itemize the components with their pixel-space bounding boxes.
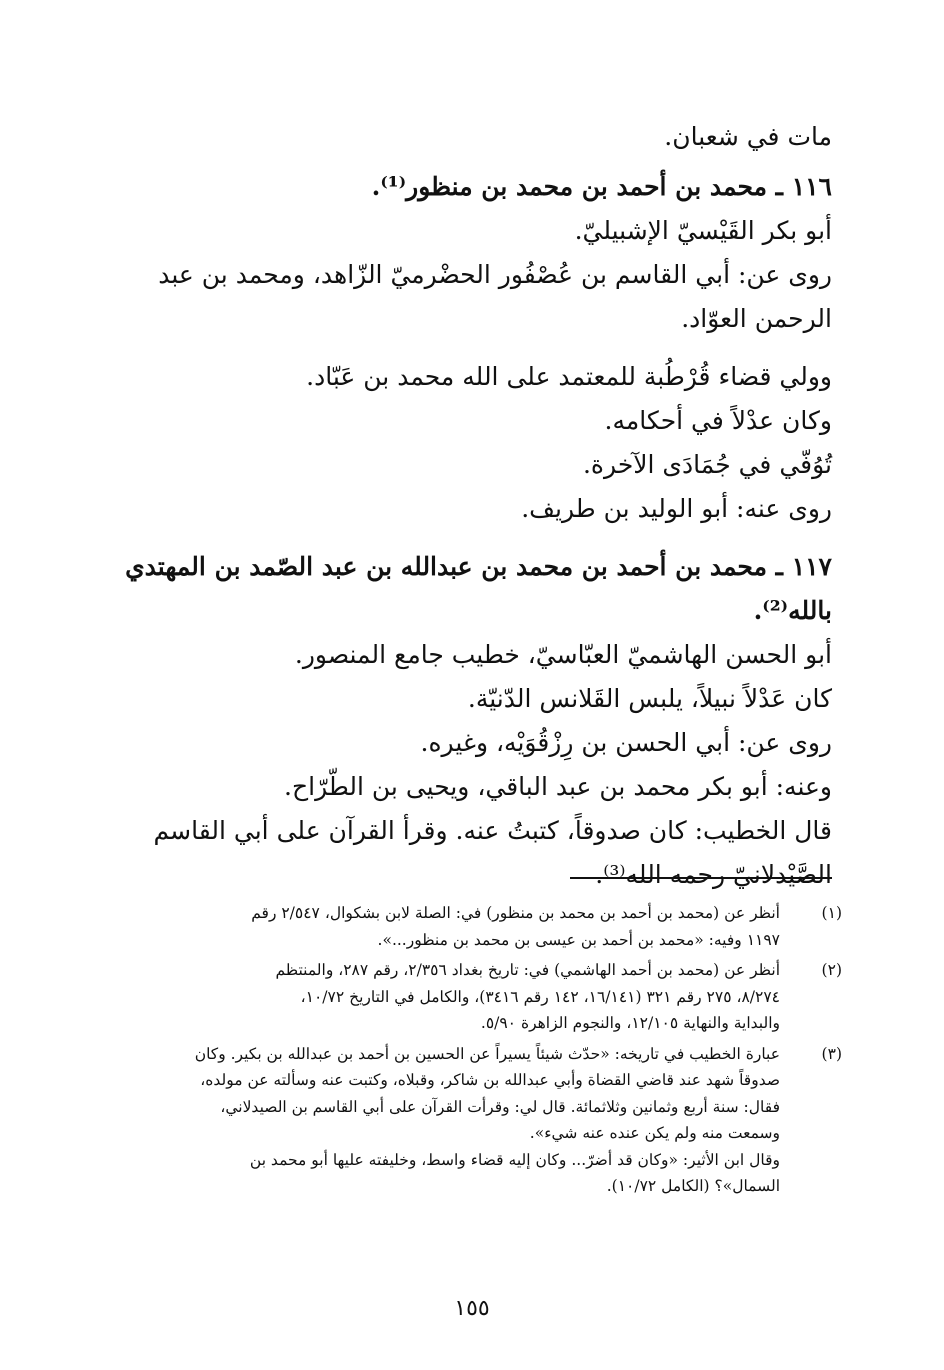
entry-116-heading: ١١٦ ـ محمد بن أحمد بن محمد بن منظور⁽¹⁾. xyxy=(371,172,832,201)
entry-116-line: تُوُفّي في جُمَادَى الآخرة. xyxy=(582,450,832,479)
entry-117-line: قال الخطيب: كان صدوقاً، كتبتُ عنه. وقرأ القرآن على أبي القاسم xyxy=(153,816,832,845)
footnote-separator xyxy=(570,877,832,879)
footnote-line: وقال ابن الأثير: «وكان قد أضرّ... وكان إليه قضاء واسط، وخليفته عليها أبو محمد بن xyxy=(249,1150,780,1169)
footnotes xyxy=(102,900,842,1200)
entry-117-line: كان عَدْلاً نبيلاً، يلبس القَلانس الدّنيّة. xyxy=(467,684,832,713)
footnote-number: (١) xyxy=(821,904,842,922)
footnote-line: وسمعت منه ولم يكن عنده عنه شيء». xyxy=(529,1124,780,1142)
entry-116-line: أبو بكر القَيْسيّ الإشبيليّ. xyxy=(574,216,832,245)
entry-116-line: روى عنه: أبو الوليد بن طريف. xyxy=(521,494,832,523)
page-number: ١٥٥ xyxy=(454,1296,490,1321)
footnote-number: (٢) xyxy=(821,961,842,979)
entry-117-heading-continued: بالله⁽²⁾. xyxy=(753,596,832,625)
entry-117-line: الصَّيْدلانيّ رحمه الله⁽³⁾. xyxy=(595,860,832,889)
footnote-line: أنظر عن (محمد بن أحمد الهاشمي) في: تاريخ بغداد ٢/٣٥٦، رقم ٢٨٧، والمنتظم xyxy=(275,961,780,979)
main-text xyxy=(112,115,832,897)
entry-117-line: وعنه: أبو بكر محمد بن عبد الباقي، ويحيى بن الطّرّاح. xyxy=(284,772,832,801)
footnote-line: عبارة الخطيب في تاريخه: «حدّث شيئاً يسيراً عن الحسين بن أحمد بن عبدالله بن بكير. وكان xyxy=(194,1044,780,1063)
entry-116-line: روى عن: أبي القاسم بن عُصْفُور الحضْرميّ الزّاهد، ومحمد بن عبد xyxy=(158,260,832,289)
footnote-line: السمال»؟ (الكامل ١٠/٧٢). xyxy=(606,1177,780,1195)
entry-116-line: الرحمن العوّاد. xyxy=(681,304,832,333)
footnote-text xyxy=(102,1041,780,1200)
footnote-line: صدوقاً شهد عند قاضي القضاة وأبي عبدالله بن شاكر، وقبلاه، وكتبت عنه وسألته عن مولده، xyxy=(200,1071,780,1089)
footnote-line: والبداية والنهاية ١٢/١٠٥، والنجوم الزاهرة ٥/٩٠. xyxy=(480,1014,780,1032)
entry-117-line: أبو الحسن الهاشميّ العبّاسيّ، خطيب جامع المنصور. xyxy=(294,640,832,669)
footnote-line: ٨/٢٧٤، ٢٧٥ رقم ٣٢١ (١٦/١٤١، ١٤٢ رقم ٣٤١٦)، والكامل في التاريخ ١٠/٧٢، xyxy=(300,987,780,1006)
entry-116-line: وكان عدْلاً في أحكامه. xyxy=(604,406,832,435)
footnote-line: فقال: سنة أربع وثمانين وثلاثمائة. قال لي: وقرأت القرآن على أبي القاسم بن الصيدلاني، xyxy=(220,1097,780,1116)
footnote-line: أنظر عن (محمد بن أحمد بن محمد بن منظور) في: الصلة لابن بشكوال، ٢/٥٤٧ رقم xyxy=(251,904,780,922)
entry-117-heading: ١١٧ ـ محمد بن أحمد بن محمد بن عبدالله بن عبد الصّمد بن المهتدي xyxy=(125,552,832,581)
entry-115-ending: مات في شعبان. xyxy=(664,122,832,151)
footnote-text xyxy=(102,957,780,1037)
footnote-line: ١١٩٧ وفيه: «محمد بن أحمد بن عيسى بن محمد بن منظور...». xyxy=(377,930,780,949)
footnote-text xyxy=(102,900,780,953)
footnote-number: (٣) xyxy=(821,1044,842,1063)
footnote-1 xyxy=(102,900,842,953)
footnote-2 xyxy=(102,957,842,1037)
entry-116-line: وولي قضاء قُرْطُبة للمعتمد على الله محمد بن عَبّاد. xyxy=(306,362,832,391)
footnote-3 xyxy=(102,1041,842,1200)
entry-117-line: روى عن: أبي الحسن بن رِزْقُوَيْه، وغيره. xyxy=(420,728,832,757)
